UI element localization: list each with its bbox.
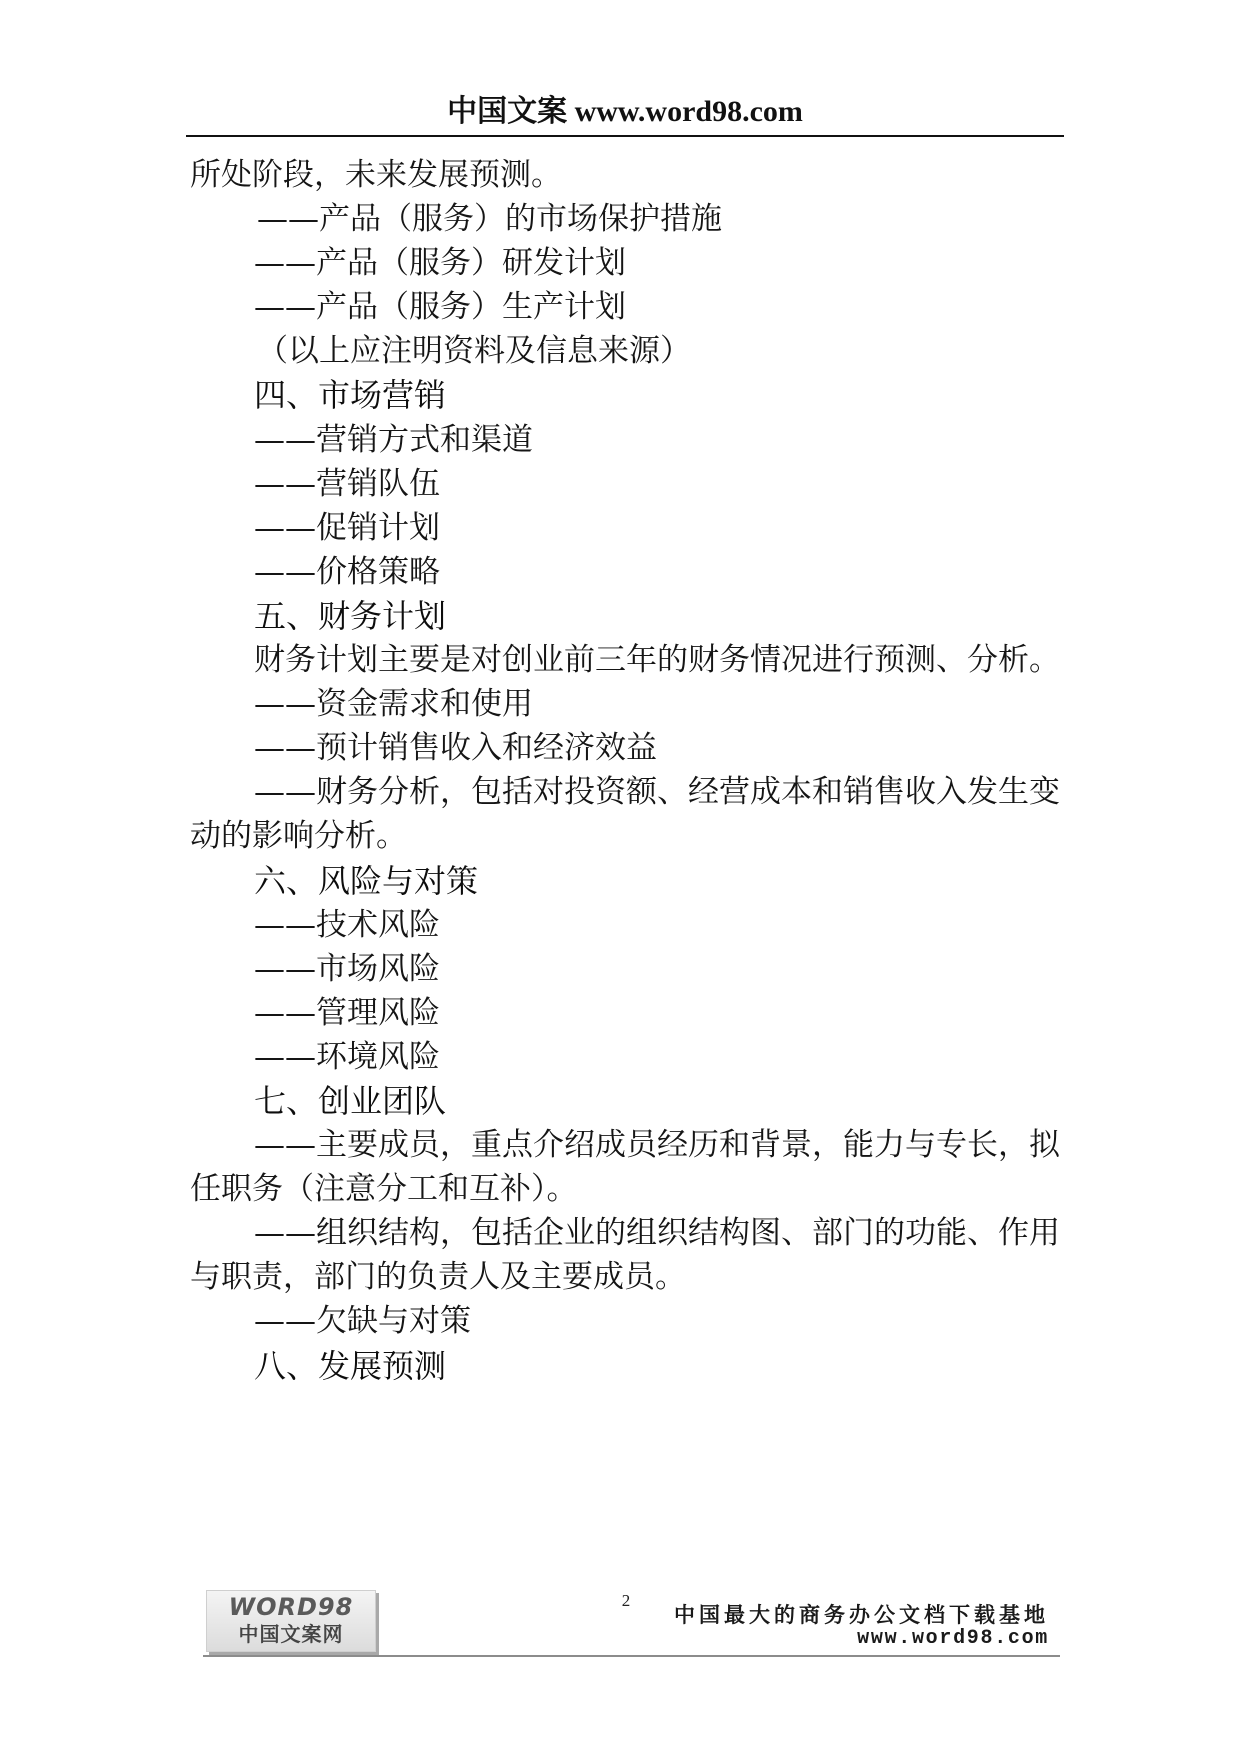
word98-logo <box>206 1590 376 1652</box>
document-body <box>190 153 1060 1388</box>
footer-divider <box>203 1655 1060 1657</box>
list-item: ——组织结构，包括企业的组织结构图、部门的功能、作用 <box>254 1215 1060 1252</box>
list-item: ——环境风险 <box>254 1038 440 1075</box>
list-item-continuation: 动的影响分析。 <box>190 818 407 855</box>
list-item-continuation: 任职务（注意分工和互补）。 <box>190 1171 578 1208</box>
body-paragraph: 财务计划主要是对创业前三年的财务情况进行预测、分析。 <box>254 642 1060 679</box>
section-heading: 四、市场营销 <box>254 376 447 415</box>
list-item: ——价格策略 <box>254 553 440 590</box>
list-item: ——产品（服务）研发计划 <box>254 245 626 282</box>
footer-url: www.word98.com <box>857 1627 1049 1650</box>
header-divider <box>186 135 1064 137</box>
list-item: ——预计销售收入和经济效益 <box>254 730 657 767</box>
list-item: ——营销方式和渠道 <box>254 421 533 458</box>
page-header-title: 中国文案 www.word98.com <box>447 95 803 128</box>
list-item: ——管理风险 <box>254 994 440 1031</box>
section-heading: 六、风险与对策 <box>254 861 479 900</box>
logo-subtitle: 中国文案网 <box>238 1622 344 1646</box>
list-item: ——技术风险 <box>254 906 440 943</box>
logo-wordmark: WORD98 <box>228 1593 354 1621</box>
list-item: ——资金需求和使用 <box>254 686 533 723</box>
list-item: ——产品（服务）生产计划 <box>254 289 626 326</box>
section-heading: 五、财务计划 <box>254 596 447 635</box>
source-note: （以上应注明资料及信息来源） <box>257 333 691 370</box>
list-item: ——营销队伍 <box>254 465 440 502</box>
list-item: ——市场风险 <box>254 950 440 987</box>
section-heading: 七、创业团队 <box>254 1081 447 1120</box>
list-item: ——财务分析，包括对投资额、经营成本和销售收入发生变 <box>254 774 1060 811</box>
list-item: ——欠缺与对策 <box>254 1303 471 1340</box>
section-heading: 八、发展预测 <box>254 1346 447 1385</box>
footer-tagline: 中国最大的商务办公文档下载基地 <box>674 1603 1049 1627</box>
list-item: ——产品（服务）的市场保护措施 <box>257 201 722 238</box>
list-item: ——促销计划 <box>254 509 440 546</box>
list-item-continuation: 与职责，部门的负责人及主要成员。 <box>190 1259 686 1296</box>
page-number: 2 <box>621 1591 631 1610</box>
body-line: 所处阶段，未来发展预测。 <box>190 157 562 193</box>
list-item: ——主要成员，重点介绍成员经历和背景，能力与专长，拟 <box>254 1127 1060 1164</box>
